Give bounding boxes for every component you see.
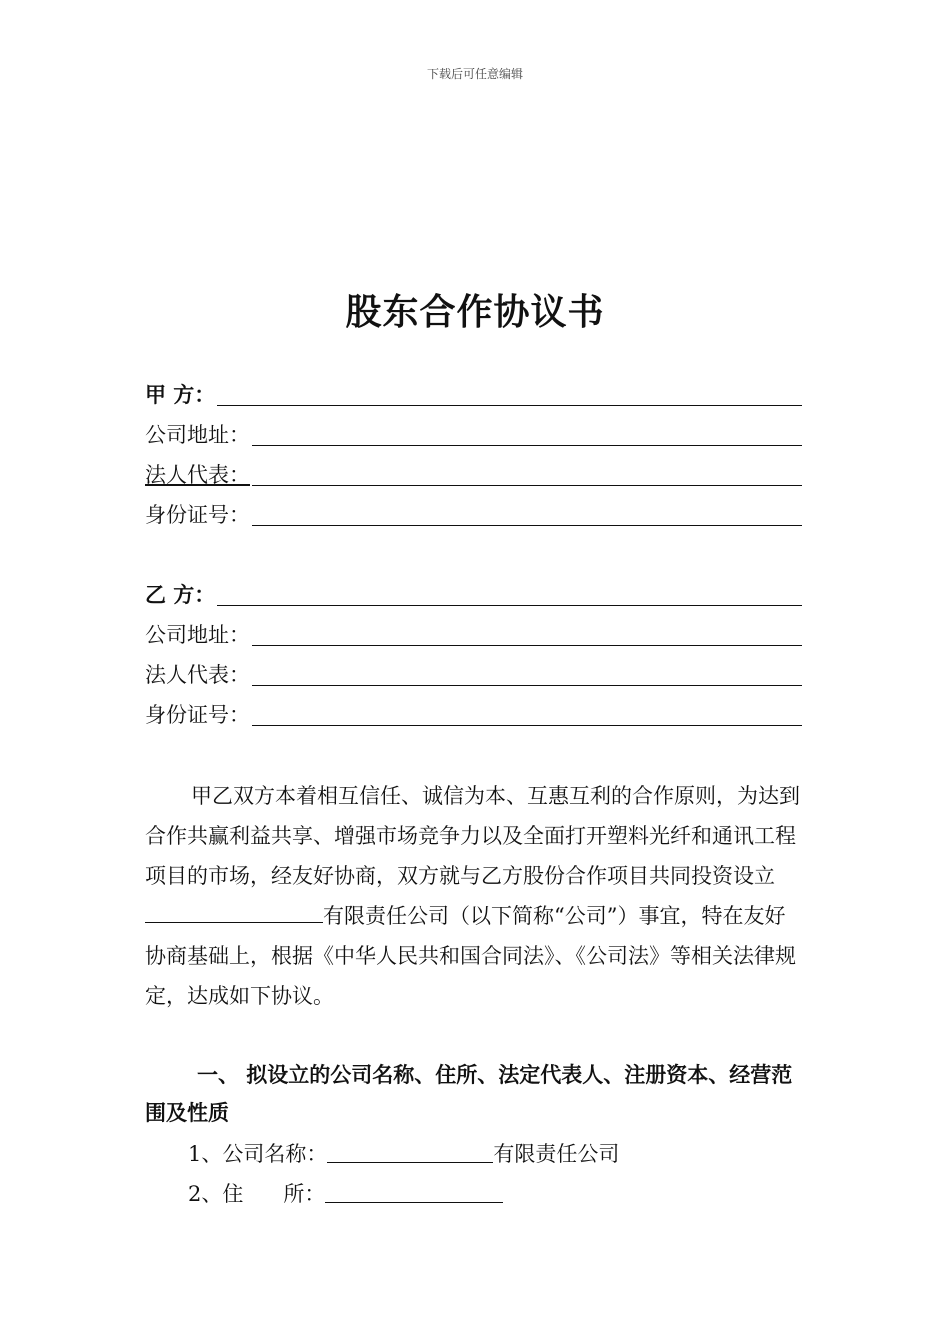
item-2-blank-line bbox=[325, 1180, 503, 1203]
item-company-name bbox=[188, 1138, 619, 1168]
item-address bbox=[188, 1178, 503, 1208]
party-b-blank-line bbox=[217, 581, 802, 606]
party-b-id-label: 身份证号： bbox=[145, 703, 250, 727]
intro-text-part2: 有限责任公司（以下简称“公司”）事宜，特在友好协商基础上，根据《中华人民共和国合同法》、《公司法》等相关法律规定，达成如下协议。 bbox=[145, 904, 796, 1008]
party-a-rep-label: 法人代表： bbox=[145, 463, 250, 487]
party-a-id-field bbox=[145, 500, 802, 530]
item-2-label: 2、住 所： bbox=[188, 1182, 326, 1206]
party-b-rep-label: 法人代表： bbox=[145, 663, 250, 687]
section-1-heading-text: 一、 拟设立的公司名称、住所、法定代表人、注册资本、经营范围及性质 bbox=[145, 1062, 793, 1125]
section-1-heading bbox=[145, 1056, 810, 1132]
party-a-address-line bbox=[252, 421, 802, 446]
party-a-rep-field bbox=[145, 460, 802, 490]
party-a-address-label: 公司地址： bbox=[145, 423, 250, 447]
party-a-rep-line bbox=[252, 461, 802, 486]
item-1-blank-line bbox=[327, 1140, 493, 1163]
item-1-suffix: 有限责任公司 bbox=[493, 1142, 620, 1166]
item-1-label: 1、公司名称： bbox=[188, 1142, 328, 1166]
intro-text-part1: 甲乙双方本着相互信任、诚信为本、互惠互利的合作原则，为达到合作共赢利益共享、增强市场竞争力以及全面打开塑料光纤和通讯工程项目的市场，经友好协商，双方就与乙方股份合作项目共同投资设立 bbox=[145, 784, 800, 888]
party-b-id-field bbox=[145, 700, 802, 730]
party-a-label: 甲 方： bbox=[145, 382, 216, 407]
party-b-rep-field bbox=[145, 660, 802, 690]
party-a-field bbox=[145, 380, 802, 410]
party-b-id-line bbox=[252, 701, 802, 726]
party-a-address-field bbox=[145, 420, 802, 450]
party-b-rep-line bbox=[252, 661, 802, 686]
party-b-address-line bbox=[252, 621, 802, 646]
document-title: 股东合作协议书 bbox=[345, 291, 605, 333]
intro-paragraph bbox=[145, 776, 805, 1016]
party-b-address-field bbox=[145, 620, 802, 650]
company-name-blank bbox=[145, 900, 323, 923]
party-b-address-label: 公司地址： bbox=[145, 623, 250, 647]
party-b-field bbox=[145, 580, 802, 610]
party-a-blank-line bbox=[217, 381, 802, 406]
party-b-label: 乙 方： bbox=[145, 582, 216, 607]
header-note: 下载后可任意编辑 bbox=[426, 67, 523, 81]
party-a-id-label: 身份证号： bbox=[145, 503, 250, 527]
party-a-id-line bbox=[252, 501, 802, 526]
